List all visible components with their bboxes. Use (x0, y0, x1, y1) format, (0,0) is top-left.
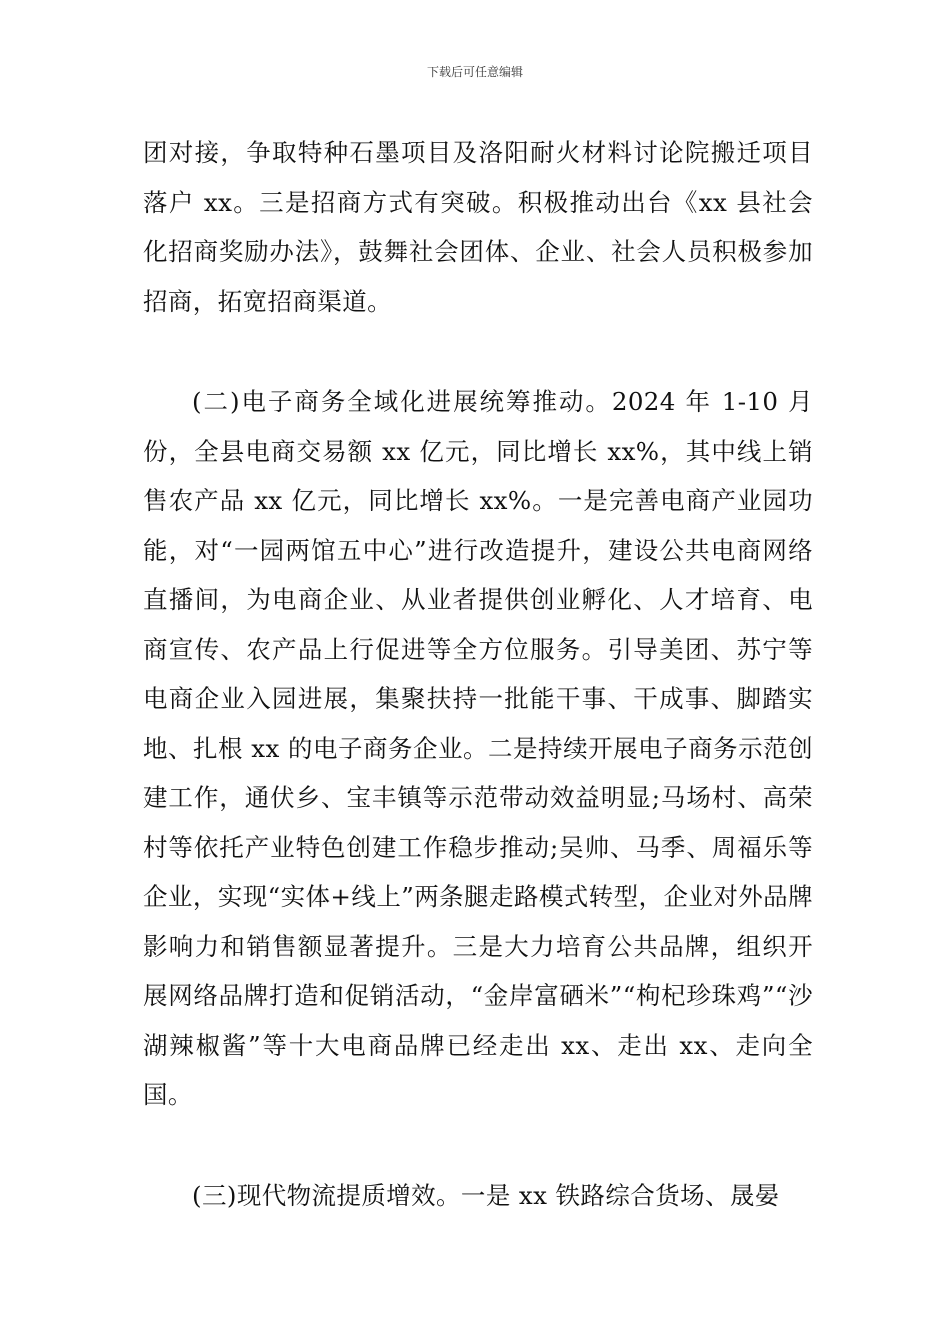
paragraph-continuation: 团对接，争取特种石墨项目及洛阳耐火材料讨论院搬迁项目落户 xx。三是招商方式有突破。积极推动出台《xx 县社会化招商奖励办法》，鼓舞社会团体、企业、社会人员积极参加招商，拓宽招商渠道。 (143, 138, 813, 316)
document-body (143, 128, 813, 1220)
page-header: 下载后可任意编辑 (426, 65, 523, 79)
paragraph-gap (143, 326, 813, 377)
paragraph-ecommerce: (二)电子商务全域化进展统筹推动。2024 年 1-10 月份，全县电商交易额 xx 亿元，同比增长 xx%，其中线上销售农产品 xx 亿元，同比增长 xx%。一是完善电商产业园功能，对“一园两馆五中心”进行改造提升，建设公共电商网络直播间，为电商企业、从业者提供创业孵化、人才培育、电商宣传、农产品上行促进等全方位服务。引导美团、苏宁等电商企业入园进展，集聚扶持一批能干事、干成事、脚踏实地、扎根 xx 的电子商务企业。二是持续开展电子商务示范创建工作，通伏乡、宝丰镇等示范带动效益明显;马场村、高荣村等依托产业特色创建工作稳步推动;吴帅、马季、周福乐等企业，实现“实体+线上”两条腿走路模式转型，企业对外品牌影响力和销售额显著提升。三是大力培育公共品牌，组织开展网络品牌打造和促销活动，“金岸富硒米”“枸杞珍珠鸡”“沙湖辣椒酱”等十大电商品牌已经走出 xx、走出 xx、走向全国。 (143, 387, 813, 1109)
paragraph-gap (143, 1120, 813, 1171)
paragraph-logistics: (三)现代物流提质增效。一是 xx 铁路综合货场、晟晏 (192, 1180, 780, 1210)
